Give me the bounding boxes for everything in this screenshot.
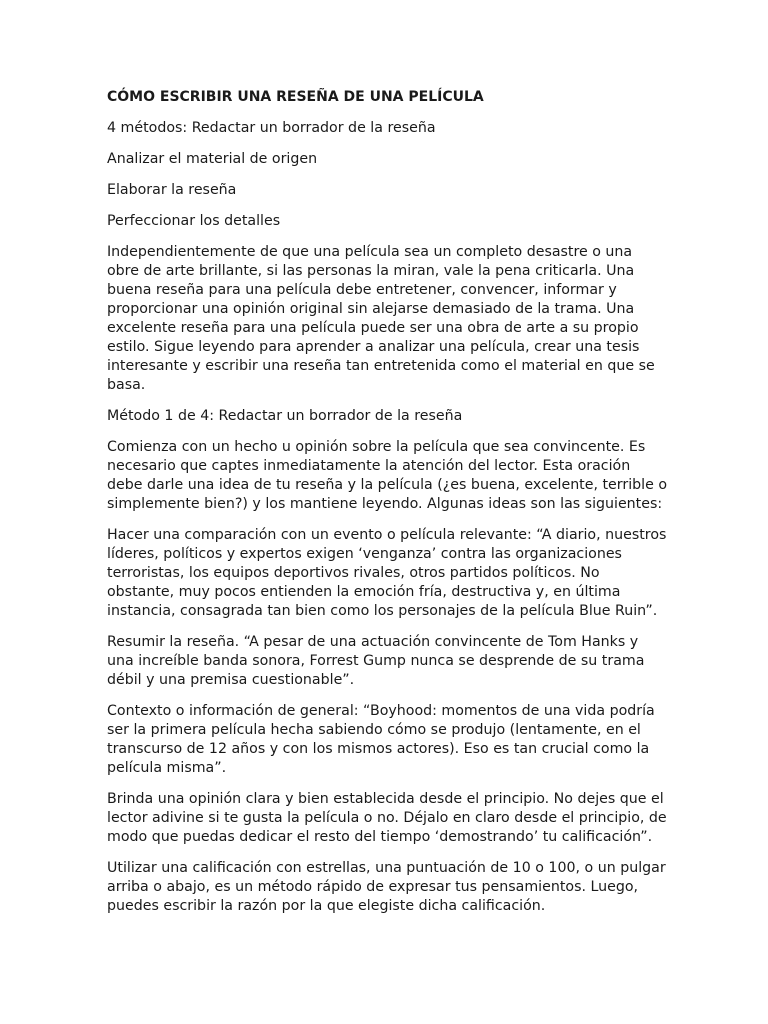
method-heading: Método 1 de 4: Redactar un borrador de la reseña [107, 408, 463, 424]
document-page [107, 88, 667, 928]
body-paragraph: Hacer una comparación con un evento o película relevante: “A diario, nuestros líderes, políticos y expertos exigen ‘venganza’ contra las organizaciones terroristas, los equipos deportivos rivales, otros partidos políticos. No obstante, muy pocos entienden la emoción fría, destructiva y, en última instancia, consagrada tan bien como los personajes de la película Blue Ruin”. [107, 527, 667, 619]
body-paragraph: Contexto o información de general: “Boyhood: momentos de una vida podría ser la primera película hecha sabiendo cómo se produjo (lentamente, en el transcurso de 12 años y con los mismos actores). Eso es tan crucial como la película misma”. [107, 703, 655, 776]
body-paragraph: Comienza con un hecho u opinión sobre la película que sea convincente. Es necesario que captes inmediatamente la atención del lector. Esta oración debe darle una idea de tu reseña y la película (¿es buena, excelente, terrible o simplemente bien?) y los mantiene leyendo. Algunas ideas son las siguientes: [107, 439, 668, 512]
subtitle-elaborate: Elaborar la reseña [107, 182, 237, 198]
subtitle-methods: 4 métodos: Redactar un borrador de la reseña [107, 120, 436, 136]
body-paragraph: Brinda una opinión clara y bien establecida desde el principio. No dejes que el lector adivine si te gusta la película o no. Déjalo en claro desde el principio, de modo que puedas dedicar el resto del tiempo ‘demostrando’ tu calificación”. [107, 791, 667, 845]
body-paragraph: Resumir la reseña. “A pesar de una actuación convincente de Tom Hanks y una increíble banda sonora, Forrest Gump nunca se desprende de su trama débil y una premisa cuestionable”. [107, 634, 645, 688]
body-paragraph: Utilizar una calificación con estrellas, una puntuación de 10 o 100, o un pulgar arriba o abajo, es un método rápido de expresar tus pensamientos. Luego, puedes escribir la razón por la que elegiste dicha calificación. [107, 860, 666, 914]
intro-paragraph: Independientemente de que una película sea un completo desastre o una obre de arte brillante, si las personas la miran, vale la pena criticarla. Una buena reseña para una película debe entretener, convencer, informar y proporcionar una opinión original sin alejarse demasiado de la trama. Una excelente reseña para una película puede ser una obra de arte a su propio estilo. Sigue leyendo para aprender a analizar una película, crear una tesis interesante y escribir una reseña tan entretenida como el material en que se basa. [107, 244, 655, 393]
document-title: CÓMO ESCRIBIR UNA RESEÑA DE UNA PELÍCULA [107, 89, 484, 105]
subtitle-details: Perfeccionar los detalles [107, 213, 281, 229]
subtitle-source: Analizar el material de origen [107, 151, 318, 167]
